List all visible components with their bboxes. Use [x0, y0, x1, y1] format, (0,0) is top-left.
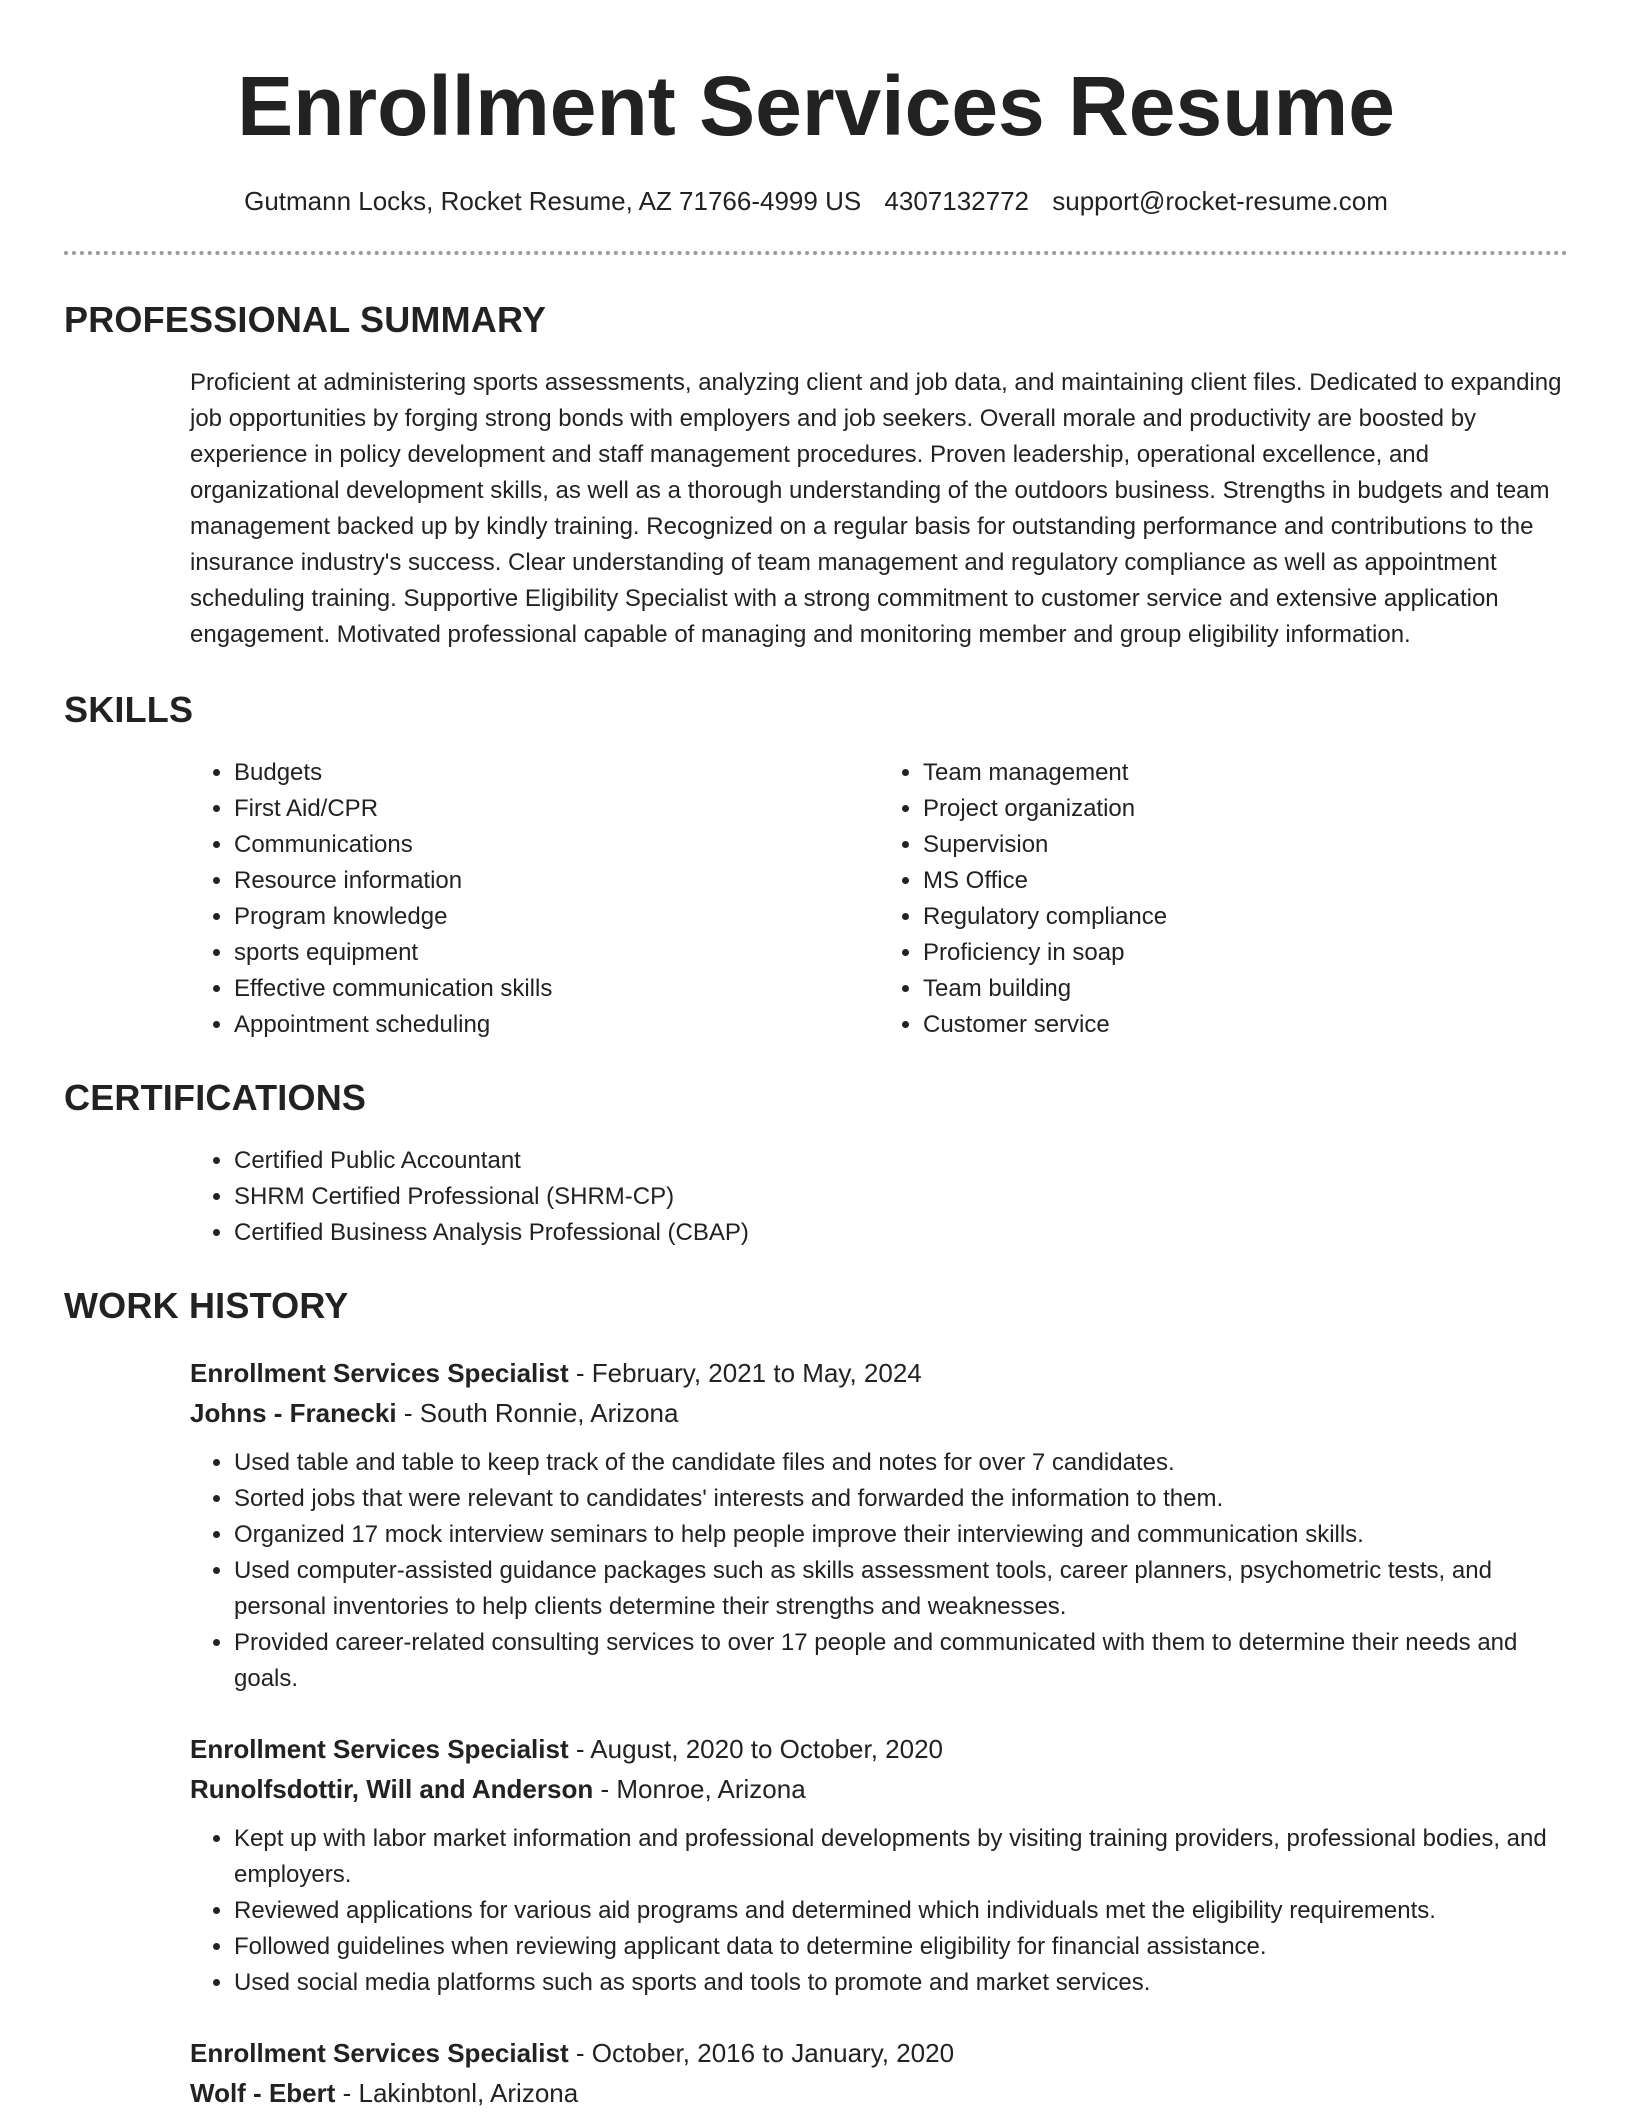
- job-entry: [190, 1353, 1568, 1697]
- job-dates: - February, 2021 to May, 2024: [568, 1358, 922, 1388]
- header-divider: [64, 251, 1568, 255]
- certification-item: • Certified Public Accountant: [234, 1143, 1568, 1179]
- job-company-line: [190, 2073, 1568, 2113]
- job-bullet: • Kept up with labor market information and professional developments by visiting training providers, professional bodies, and employers.: [234, 1821, 1568, 1893]
- skills-list-right: [879, 755, 1568, 1043]
- job-company-line: [190, 1393, 1568, 1433]
- resume-title: Enrollment Services Resume: [237, 59, 1395, 153]
- skill-item: • Team building: [923, 971, 1568, 1007]
- skill-item: • sports equipment: [234, 935, 879, 971]
- job-bullets: [190, 1821, 1568, 2001]
- skill-item: • Team management: [923, 755, 1568, 791]
- contact-email: support@rocket-resume.com: [1052, 186, 1388, 216]
- contact-line: [0, 186, 1632, 217]
- skill-item: • Resource information: [234, 863, 879, 899]
- job-bullet: • Provided career-related consulting services to over 17 people and communicated with them to determine their needs and goals.: [234, 1625, 1568, 1697]
- job-title: Enrollment Services Specialist: [190, 1734, 569, 1764]
- certification-item: • SHRM Certified Professional (SHRM-CP): [234, 1179, 1568, 1215]
- job-title: Enrollment Services Specialist: [190, 2038, 569, 2068]
- contact-phone: 4307132772: [884, 186, 1030, 216]
- skill-item: • Project organization: [923, 791, 1568, 827]
- skills-list-left: [190, 755, 879, 1043]
- job-bullet: • Used social media platforms such as sports and tools to promote and market services.: [234, 1965, 1568, 2001]
- job-title-line: [190, 1729, 1568, 1769]
- summary-heading: PROFESSIONAL SUMMARY: [64, 299, 547, 340]
- job-entry: [190, 2033, 1568, 2113]
- summary-section: [0, 299, 1632, 653]
- job-company-line: [190, 1769, 1568, 1809]
- job-location: - Monroe, Arizona: [593, 1774, 806, 1804]
- skills-heading: SKILLS: [64, 689, 194, 730]
- skill-item: • Customer service: [923, 1007, 1568, 1043]
- job-bullet: • Followed guidelines when reviewing applicant data to determine eligibility for financial assistance.: [234, 1929, 1568, 1965]
- certifications-heading: CERTIFICATIONS: [64, 1077, 367, 1118]
- job-bullet: • Reviewed applications for various aid programs and determined which individuals met the eligibility requirements.: [234, 1893, 1568, 1929]
- skill-item: • Supervision: [923, 827, 1568, 863]
- job-company: Wolf - Ebert: [190, 2078, 336, 2108]
- job-bullet: • Used table and table to keep track of the candidate files and notes for over 7 candidates.: [234, 1445, 1568, 1481]
- skill-item: • Budgets: [234, 755, 879, 791]
- job-bullet: • Sorted jobs that were relevant to candidates' interests and forwarded the information to them.: [234, 1481, 1568, 1517]
- job-company: Johns - Franecki: [190, 1398, 397, 1428]
- certification-item: • Certified Business Analysis Professional (CBAP): [234, 1215, 1568, 1251]
- job-bullets: [190, 1445, 1568, 1697]
- job-title-line: [190, 2033, 1568, 2073]
- job-location: - Lakinbtonl, Arizona: [335, 2078, 579, 2108]
- skill-item: • Effective communication skills: [234, 971, 879, 1007]
- job-dates: - August, 2020 to October, 2020: [568, 1734, 943, 1764]
- job-entry: [190, 1729, 1568, 2001]
- skill-item: • MS Office: [923, 863, 1568, 899]
- job-bullet: • Used computer-assisted guidance packages such as skills assessment tools, career planners, psychometric tests, and personal inventories to help clients determine their strengths and weaknesses.: [234, 1553, 1568, 1625]
- certifications-list: [190, 1143, 1568, 1251]
- skill-item: • Program knowledge: [234, 899, 879, 935]
- skill-item: • Proficiency in soap: [923, 935, 1568, 971]
- work-history-section: [0, 1285, 1632, 2113]
- skill-item: • Regulatory compliance: [923, 899, 1568, 935]
- summary-text: Proficient at administering sports assessments, analyzing client and job data, and maintaining client files. Dedicated to expanding job opportunities by forging strong bonds with employers and job seekers. Overall morale and productivity are boosted by experience in policy development and staff management procedures. Proven leadership, operational excellence, and organizational development skills, as well as a thorough understanding of the outdoors business. Strengths in budgets and team management backed up by kindly training. Recognized on a regular basis for outstanding performance and contributions to the insurance industry's success. Clear understanding of team management and regulatory compliance as well as appointment scheduling training. Supportive Eligibility Specialist with a strong commitment to customer service and extensive application engagement. Motivated professional capable of managing and monitoring member and group eligibility information.: [190, 369, 1562, 648]
- job-title: Enrollment Services Specialist: [190, 1358, 569, 1388]
- job-company: Runolfsdottir, Will and Anderson: [190, 1774, 594, 1804]
- job-location: - South Ronnie, Arizona: [396, 1398, 679, 1428]
- certifications-section: [0, 1077, 1632, 1251]
- skill-item: • First Aid/CPR: [234, 791, 879, 827]
- skill-item: • Communications: [234, 827, 879, 863]
- skill-item: • Appointment scheduling: [234, 1007, 879, 1043]
- job-dates: - October, 2016 to January, 2020: [568, 2038, 955, 2068]
- contact-address: Gutmann Locks, Rocket Resume, AZ 71766-4999 US: [244, 186, 862, 216]
- job-bullet: • Organized 17 mock interview seminars to help people improve their interviewing and communication skills.: [234, 1517, 1568, 1553]
- job-title-line: [190, 1353, 1568, 1393]
- skills-section: [0, 689, 1632, 1043]
- work-history-heading: WORK HISTORY: [64, 1285, 349, 1326]
